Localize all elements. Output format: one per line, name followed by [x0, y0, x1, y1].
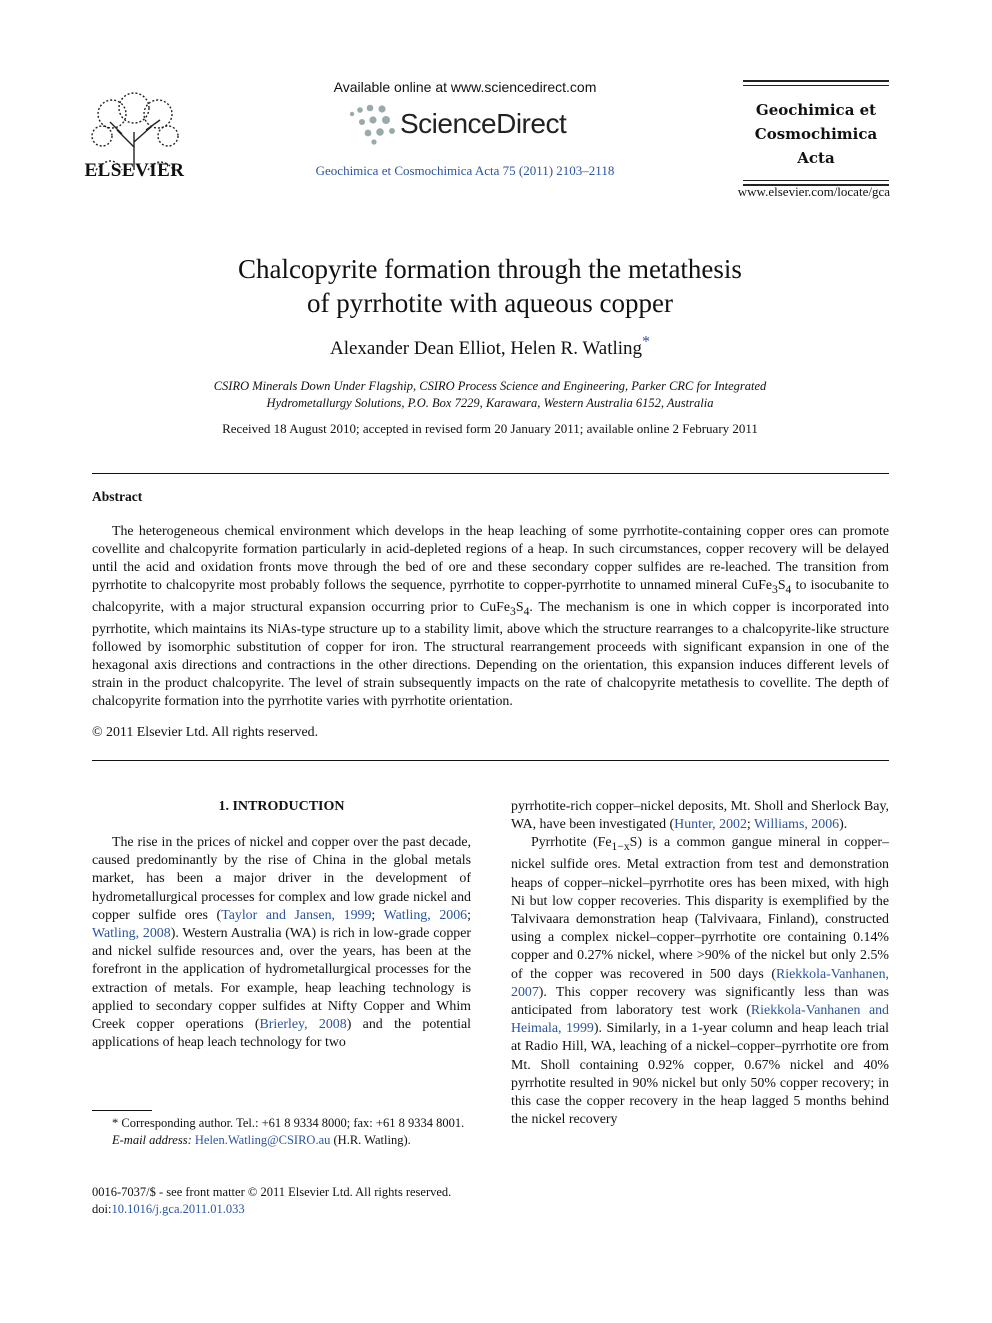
intro-paragraph-2 [511, 834, 889, 1129]
email-label: E-mail address: [112, 1133, 192, 1147]
elsevier-wordmark: ELSEVIER [84, 160, 185, 181]
abstract-text [92, 523, 889, 712]
affiliation [150, 378, 830, 412]
journal-citation-link[interactable]: Geochimica et Cosmochimica Acta 75 (2011) 2103–2118 [315, 163, 615, 178]
author-list [92, 333, 888, 360]
intro-paragraph-1-cont [511, 798, 889, 834]
text-span: The rise in the prices of nickel and copper over the past decade, caused predominantly by the rise of China in the global metals market, has been a major driver in the development of hydrometallurgical processes for complex and low grade nickel and copper sulfide ores ( [92, 835, 471, 923]
reference-link[interactable]: Williams, 2006 [754, 817, 840, 833]
text-span: ; [467, 907, 471, 923]
affiliation-line: CSIRO Minerals Down Under Flagship, CSIRO Process Science and Engineering, Parker CRC for Integrated [213, 379, 767, 393]
abstract-copyright: © 2011 Elsevier Ltd. All rights reserved. [92, 725, 319, 740]
title-line: Chalcopyrite formation through the metathesis [238, 254, 742, 284]
text-span: ; [371, 907, 384, 923]
doi-line [92, 1201, 512, 1218]
reference-link[interactable]: Watling, 2006 [383, 907, 468, 923]
journal-title-box [743, 80, 889, 186]
subscript: 4 [785, 583, 792, 597]
text-span: Pyrrhotite (Fe [531, 835, 612, 851]
reference-link[interactable]: Brierley, 2008 [259, 1017, 347, 1033]
footnote [92, 1115, 471, 1149]
journal-name-line: Geochimica et [755, 101, 877, 119]
front-matter-info [92, 1184, 512, 1218]
authors-text: Alexander Dean Elliot, Helen R. Watling [329, 338, 643, 359]
text-span: ) and the potential applications of heap leach technology for two [92, 1017, 471, 1051]
abstract-span: . The mechanism is one in which copper is incorporated into pyrrhotite, which maintains its NiAs-type structure up to a stability limit, above which the structure rearranges to a chalcopyrite-like structure followed by isomorphic substitution of copper for iron. The structural rearrangement proceeds with significant expansion in one of the hexagonal axis directions and contractions in the other directions. Depending on the orientation, this expansion induces different levels of strain in the product chalcopyrite. The level of strain subsequently impacts on the rate of chalcopyrite metathesis to covellite. The depth of chalcopyrite formation into the pyrrhotite varies with pyrrhotite orientation. [92, 600, 889, 710]
text-span: ). [839, 817, 848, 833]
text-span: pyrrhotite-rich copper–nickel deposits, Mt. Sholl and Sherlock Bay, WA, have been investigated ( [511, 799, 889, 833]
reference-link[interactable]: Riekkola-Vanhanen, 2007 [511, 966, 889, 1000]
affiliation-line: Hydrometallurgy Solutions, P.O. Box 7229, Karawara, Western Australia 6152, Australia [266, 396, 714, 410]
reference-link[interactable]: Watling, 2008 [92, 926, 171, 942]
abstract-span: S [515, 600, 524, 616]
subscript: 3 [510, 604, 516, 618]
sciencedirect-logo-text[interactable]: ScienceDirect [400, 108, 567, 139]
abstract-span: S [777, 578, 786, 594]
article-title [92, 252, 888, 320]
email-link[interactable]: Helen.Watling@CSIRO.au [194, 1133, 331, 1147]
subscript: 3 [772, 583, 778, 597]
text-span: ). Similarly, in a 1-year column and heap leach trial at Radio Hill, WA, leaching of a nickel–copper–pyrrhotite ore from Mt. Sholl containing 0.92% copper, 0.67% nickel and 40% pyrrhotite resulted in 90% nickel but only 50% copper recovery; in this case the copper recovery in the heap lagged 5 months behind the nickel recovery [511, 1021, 890, 1128]
reference-link[interactable]: Riekkola-Vanhanen and Heimala, 1999 [511, 1003, 890, 1037]
subscript: 1−x [611, 840, 630, 854]
abstract-span: The heterogeneous chemical environment which develops in the heap leaching of some pyrrhotite-containing copper ores can promote covellite and chalcopyrite formation particularly in acid-depleted regions of a heap. In such circumstances, copper recovery will be delayed until the acid and oxidation fronts move through the bed of ore and these secondary copper sulfides are re-leached. The transition from pyrrhotite to chalcopyrite most probably follows the sequence, pyrrhotite to copper-pyrrhotite to unnamed mineral CuFe [92, 524, 889, 594]
journal-url-link[interactable]: www.elsevier.com/locate/gca [737, 184, 890, 199]
abstract-span: to isocubanite to chalcopyrite, with a major structural expansion occurring prior to CuFe [92, 578, 889, 616]
journal-name [743, 98, 889, 170]
title-line: of pyrrhotite with aqueous copper [307, 288, 673, 318]
abstract-heading: Abstract [92, 489, 143, 504]
corresponding-author-mark[interactable]: * [642, 333, 651, 351]
text-span: ). This copper recovery was significantly less than was anticipated from laboratory test work ( [511, 984, 889, 1019]
email-suffix: (H.R. Watling). [330, 1133, 411, 1147]
reference-link[interactable]: Taylor and Jansen, 1999 [221, 907, 372, 923]
subscript: 4 [523, 604, 530, 618]
corresponding-author-note: * Corresponding author. Tel.: +61 8 9334 8000; fax: +61 8 9334 8001. [112, 1116, 465, 1130]
doi-link[interactable]: 10.1016/j.gca.2011.01.033 [111, 1202, 245, 1216]
footnote-rule [92, 1110, 152, 1111]
text-span: S) is a common gangue mineral in copper–nickel sulfide ores. Metal extraction from test and demonstration heaps of copper–nickel–pyrrhotite ores has been mixed, with high Ni but low copper recoveries. This disparity is exemplified by the Talvivaara demonstration heap (Talvivaara, Finland), constructed using a complex nickel–copper–pyrrhotite ore containing 0.14% copper and 0.27% nickel, where >90% of the nickel but only 2.5% of the copper was recovered in 500 days ( [511, 835, 890, 982]
doi-label: doi: [92, 1202, 112, 1216]
journal-box-top-rule [743, 80, 889, 86]
available-online-text: Available online at www.sciencedirect.com [333, 79, 597, 95]
intro-paragraph-1 [92, 834, 471, 1052]
section-heading: 1. INTRODUCTION [218, 799, 345, 814]
text-span: ; [746, 817, 754, 833]
received-dates: Received 18 August 2010; accepted in revised form 20 January 2011; available online 2 February 2011 [222, 421, 758, 436]
journal-name-line: Acta [797, 149, 835, 167]
text-span: ). Western Australia (WA) is rich in low-grade copper and nickel sulfide resources and, over the years, has been at the forefront in the application of hydrometallurgical processes for the extraction of metals. For example, heap leaching technology is applied to secondary copper sulfides at Nifty Copper and Whim Creek copper operations ( [92, 926, 472, 1033]
email-note [92, 1132, 471, 1149]
reference-link[interactable]: Hunter, 2002 [674, 817, 747, 833]
journal-name-line: Cosmochimica [754, 125, 878, 143]
issn-line: 0016-7037/$ - see front matter © 2011 Elsevier Ltd. All rights reserved. [92, 1185, 452, 1199]
divider [92, 760, 889, 761]
divider [92, 473, 889, 474]
right-column [511, 798, 889, 1129]
